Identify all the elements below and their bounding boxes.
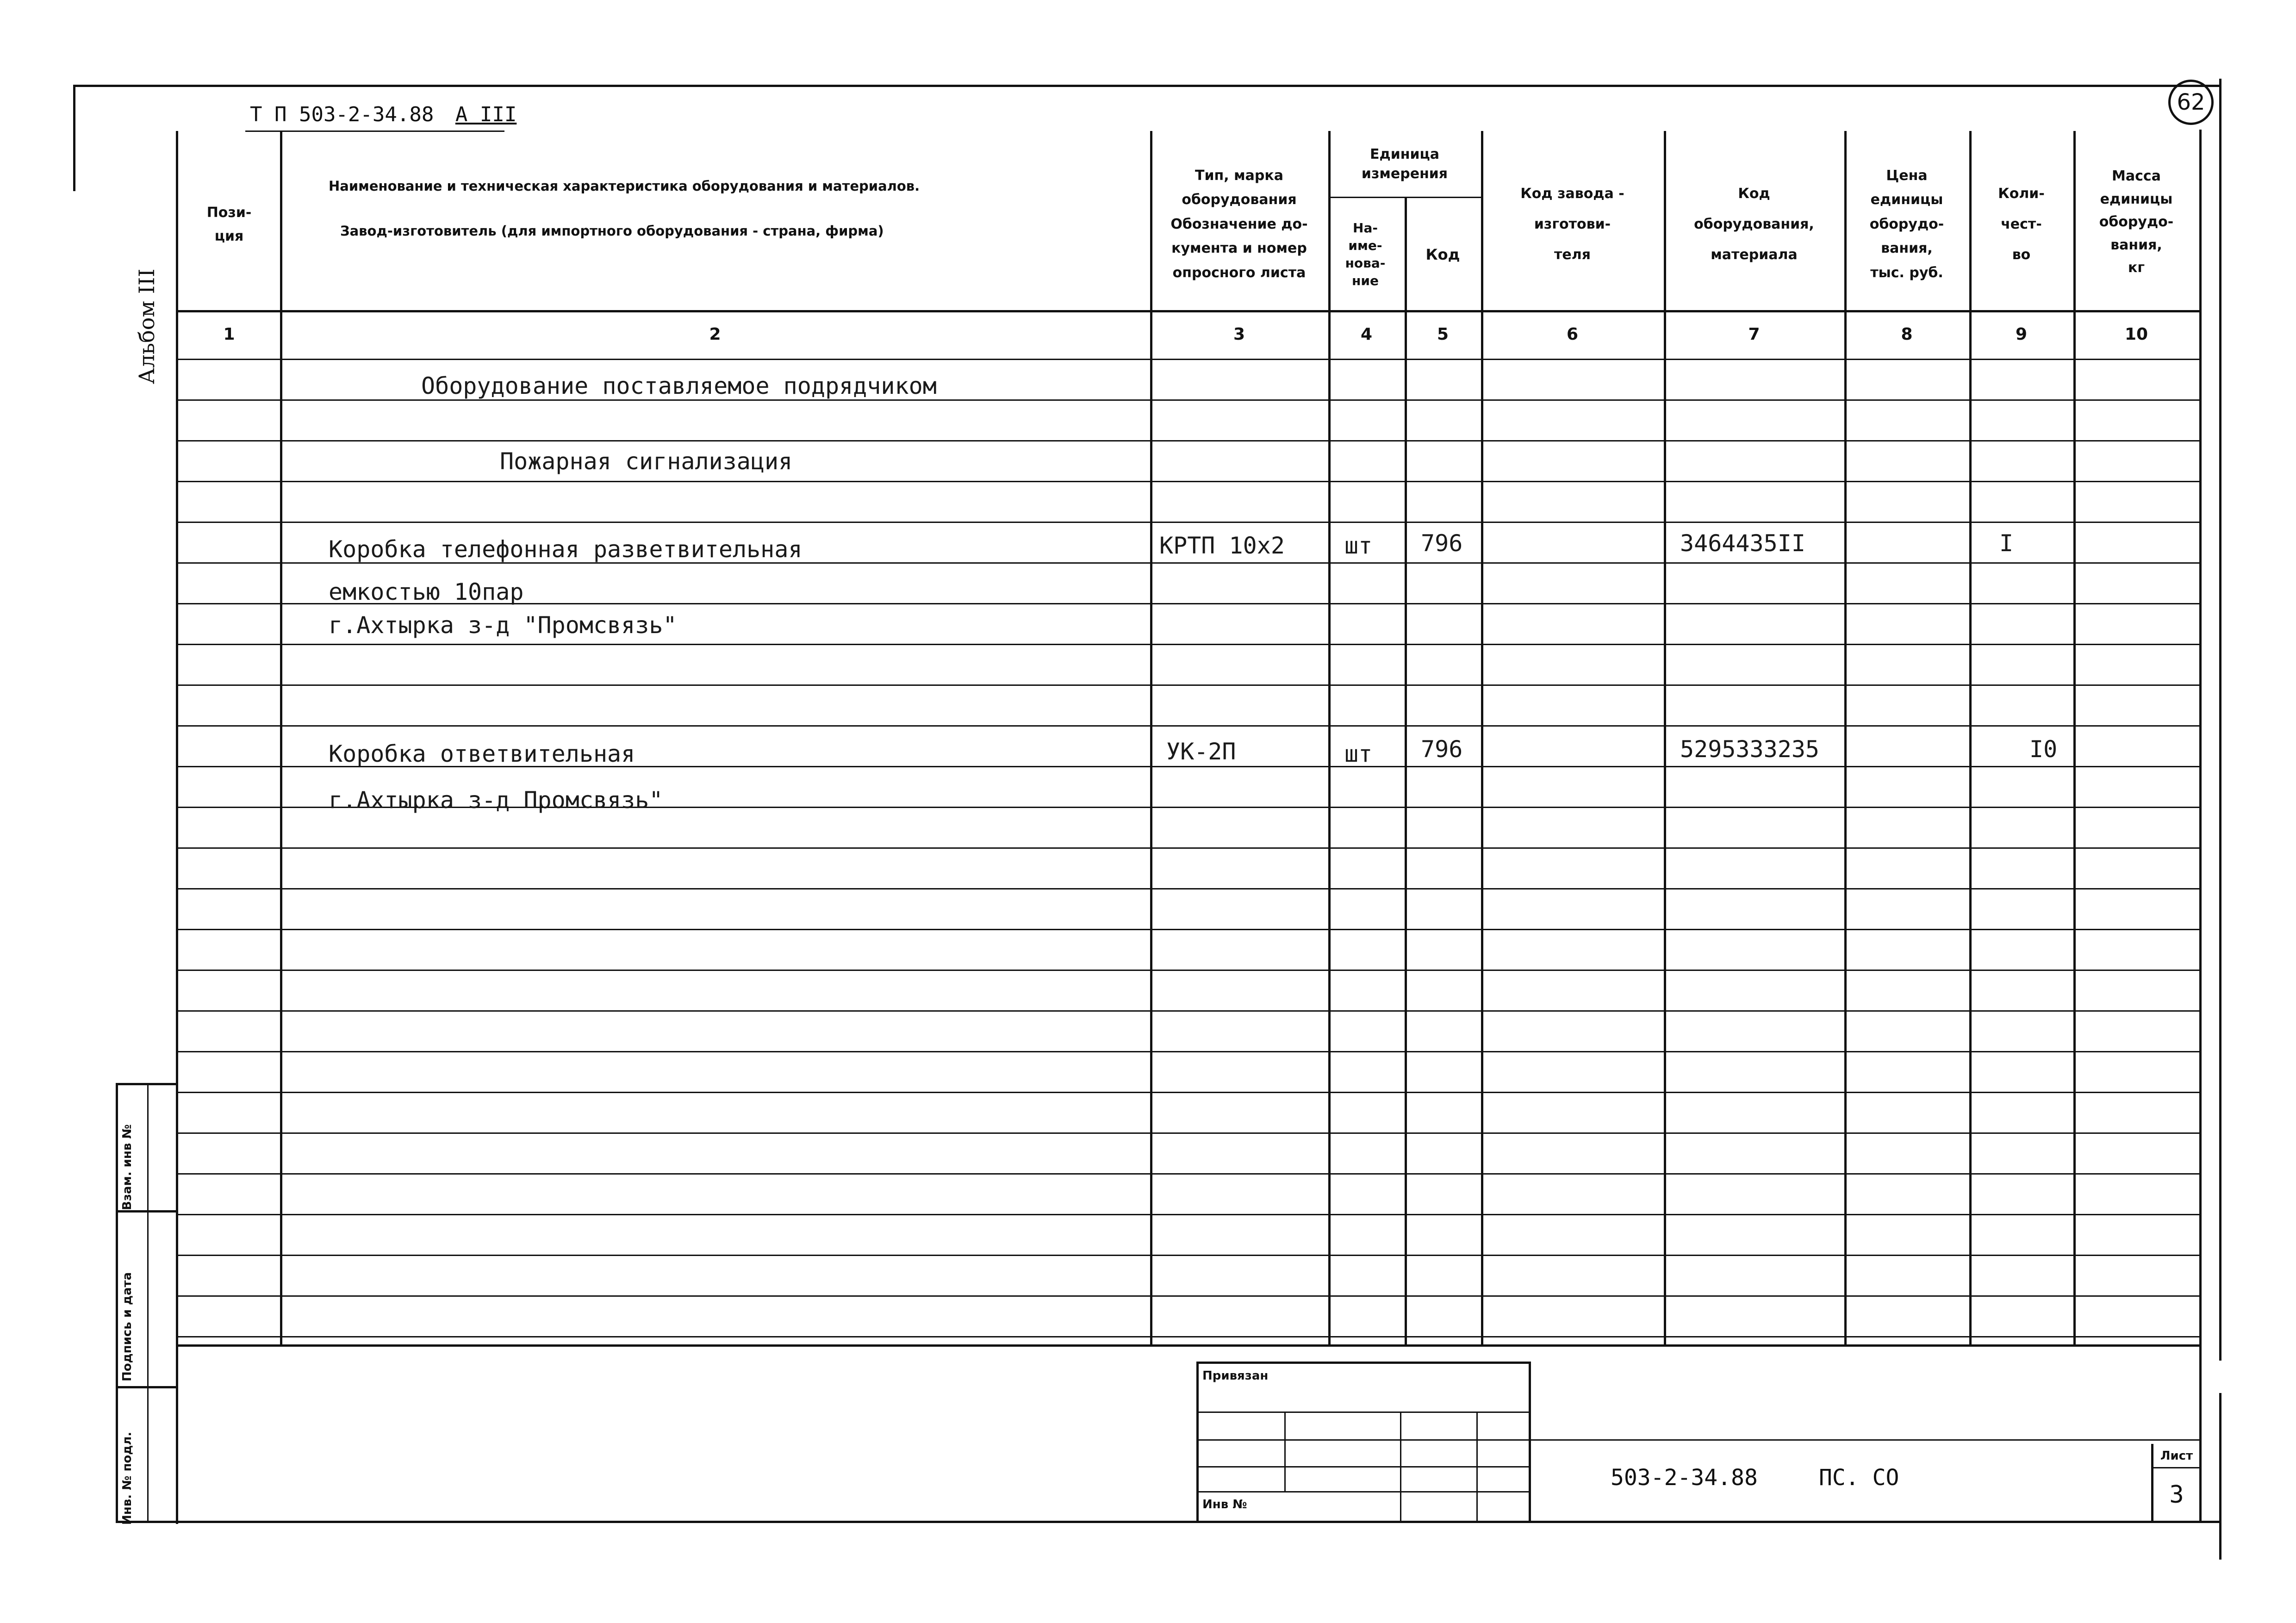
item1-name-line3: г.Ахтырка з-д "Промсвязь" — [329, 612, 677, 639]
col-num-1: 1 — [223, 324, 235, 344]
frame-right-inner — [2199, 130, 2202, 1523]
sheet-mark-circle — [2168, 80, 2214, 125]
doc-code-underline — [245, 131, 504, 132]
grid-row-line — [176, 1132, 2202, 1134]
sheet-mark: 62 — [2177, 89, 2205, 115]
item2-type: УК-2П — [1166, 738, 1236, 765]
stamp-sheet-number: 3 — [2169, 1481, 2184, 1509]
col-num-5: 5 — [1437, 324, 1449, 344]
grid-row-line — [176, 1255, 2202, 1256]
frame-right-outer — [2219, 79, 2221, 1361]
item1-unit: шт — [1344, 532, 1373, 559]
grid-row-line — [176, 1295, 2202, 1297]
grid-row-line — [176, 1092, 2202, 1093]
section-title-contractor: Оборудование поставляемое подрядчиком — [421, 373, 937, 399]
item1-name-line2: емкостью 10пар — [329, 578, 524, 605]
grid-row-line — [176, 684, 2202, 686]
header-type: Тип, марка оборудования Обозначение до- кумента и номер опросного листа — [1170, 167, 1308, 281]
side-label-replace-inv: Взам. инв № — [120, 1124, 134, 1210]
stamp-sheet-code: ПС. СО — [1819, 1465, 1899, 1491]
col-num-7: 7 — [1748, 324, 1760, 344]
header-mass: Масса единицы оборудо- вания, кг — [2099, 168, 2174, 276]
header-plant-code: Код завода - изготови- теля — [1520, 186, 1624, 263]
stamp-doc-code: 503-2-34.88 — [1611, 1465, 1758, 1491]
col-num-8: 8 — [1901, 324, 1913, 344]
grid-col-line — [1405, 197, 1407, 1347]
album-label: Альбом III — [134, 268, 159, 384]
header-price: Цена единицы оборудо- вания, тыс. руб. — [1869, 167, 1944, 281]
col-num-4: 4 — [1360, 324, 1373, 344]
item1-type: КРТП 10х2 — [1159, 532, 1285, 559]
col-num-3: 3 — [1233, 324, 1245, 344]
grid-row-line — [176, 399, 2202, 401]
side-label-original-inv: Инв. № подл. — [120, 1431, 134, 1525]
header-position: Пози- ция — [206, 205, 252, 244]
header-name: Наименование и техническая характеристика оборудования и материалов. — [329, 178, 920, 194]
col-num-6: 6 — [1566, 324, 1579, 344]
frame-right-tail — [2219, 1393, 2221, 1560]
grid-row-line — [176, 644, 2202, 645]
section-title-fire-alarm: Пожарная сигнализация — [500, 448, 793, 475]
item1-name-line1: Коробка телефонная разветвительная — [329, 536, 803, 563]
sheet-box-div — [2151, 1467, 2201, 1468]
col-num-9: 9 — [2015, 324, 2028, 344]
item2-unit: шт — [1344, 740, 1373, 767]
doc-code-text: Т П 503-2-34.88 — [250, 103, 434, 126]
grid-row-line — [176, 725, 2202, 727]
grid-row-line — [176, 847, 2202, 849]
header-equipment-code: Код оборудования, материала — [1694, 186, 1814, 263]
item1-unit-code: 796 — [1421, 530, 1463, 557]
side-stamp-mid — [147, 1083, 149, 1523]
stamp-sheet-label: Лист — [2160, 1449, 2193, 1463]
item2-unit-code: 796 — [1421, 736, 1463, 763]
doc-code — [250, 103, 516, 126]
side-label-signature-date: Подпись и дата — [120, 1272, 134, 1381]
header-unit-code: Код — [1425, 245, 1460, 263]
header-unit: Единица измерения — [1361, 146, 1448, 182]
frame-top — [73, 85, 2221, 87]
item2-name-line2: г.Ахтырка з-д Промсвязь" — [329, 787, 663, 814]
grid-row-line — [176, 1010, 2202, 1012]
grid-row-line — [176, 1173, 2202, 1175]
grid-row-line — [176, 929, 2202, 930]
grid-row-line — [176, 522, 2202, 523]
grid-row-line — [176, 481, 2202, 482]
col-num-10: 10 — [2124, 324, 2148, 344]
header-unit-name: На- име- нова- ние — [1345, 220, 1386, 288]
doc-suffix: А III — [455, 103, 517, 126]
grid-row-line — [176, 1344, 2202, 1347]
stamp-bound-label: Привязан — [1202, 1369, 1269, 1383]
frame-bottom — [116, 1521, 2221, 1523]
side-stamp-left — [116, 1083, 118, 1523]
grid-row-line — [176, 440, 2202, 442]
frame-left-stub — [73, 85, 75, 191]
item2-equipment-code: 5295333235 — [1680, 736, 1820, 763]
item2-name-line1: Коробка ответвительная — [329, 740, 635, 767]
item2-quantity: I0 — [2029, 736, 2058, 763]
item1-equipment-code: 3464435II — [1680, 530, 1805, 557]
col-num-2: 2 — [709, 324, 721, 344]
grid-row-line — [176, 1051, 2202, 1052]
grid-row-line — [176, 1336, 2202, 1337]
grid-row-line — [176, 1214, 2202, 1215]
grid-row-line — [176, 888, 2202, 889]
grid-row-line — [176, 359, 2202, 360]
header-quantity: Коли- чест- во — [1998, 186, 2045, 263]
stamp-inv-label: Инв № — [1202, 1498, 1247, 1511]
item1-quantity: I — [1999, 530, 2014, 557]
header-manufacturer: Завод-изготовитель (для импортного оборудования - страна, фирма) — [340, 223, 884, 239]
grid-row-line — [176, 970, 2202, 971]
